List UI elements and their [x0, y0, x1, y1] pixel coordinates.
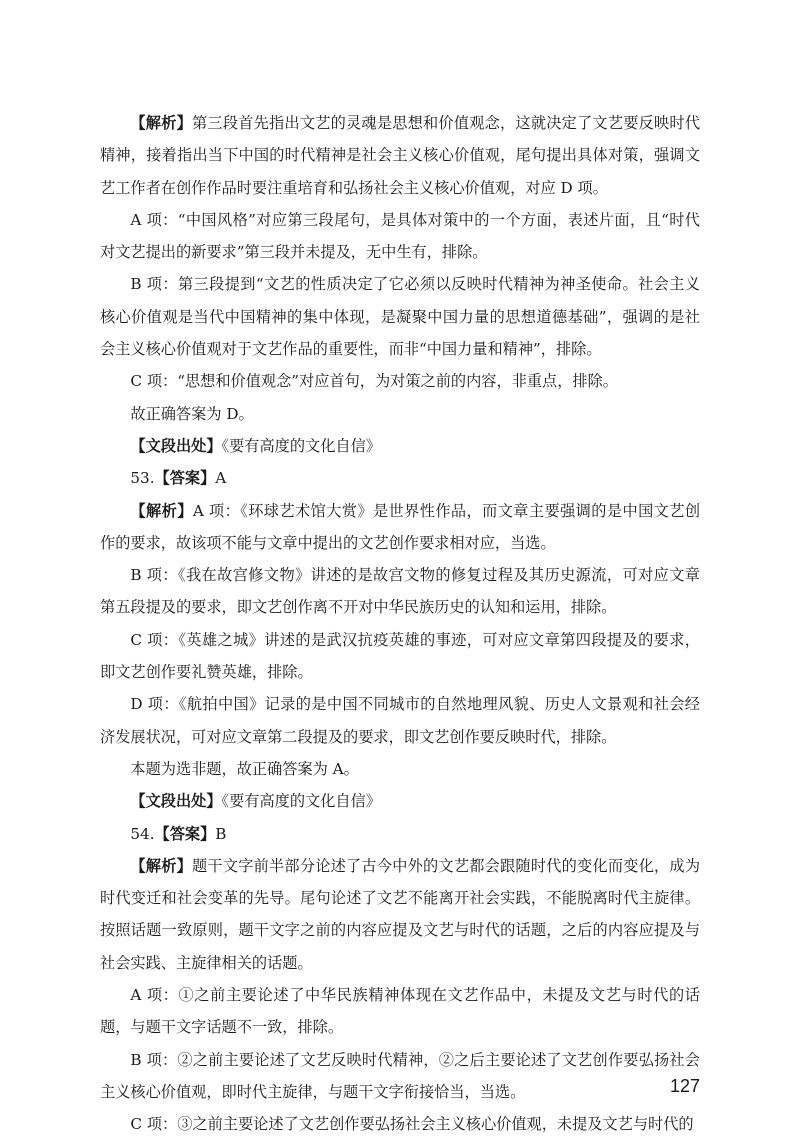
- option-paragraph: B 项：《我在故宫修文物》讲述的是故宫文物的修复过程及其历史源流，可对应文章第五段提及的要求，即文艺创作离不开对中华民族历史的认知和运用，排除。: [100, 566, 700, 617]
- analysis-paragraph: 【解析】A 项：《环球艺术馆大赏》是世界性作品，而文章主要强调的是中国文艺创作的要求，故该项不能与文章中提出的文艺创作要求相对应，当选。: [100, 501, 701, 552]
- answer-paragraph: 54.【答案】B: [130, 824, 227, 843]
- source-paragraph: 【文段出处】《要有高度的文化自信》: [130, 792, 381, 811]
- bracket-label: 【解析】: [130, 501, 193, 520]
- option-paragraph: B 项：②之前主要论述了文艺反映时代精神，②之后主要论述了文艺创作要弘扬社会主义核心价值观，即时代主旋律，与题干文字衔接恰当，当选。: [100, 1050, 700, 1101]
- option-paragraph: C 项：③之前主要论述了文艺创作要弘扬社会主义核心价值观，未提及文艺与时代的: [130, 1115, 694, 1134]
- option-paragraph: C 项：“思想和价值观念”对应首句，为对策之前的内容，非重点，排除。: [130, 372, 618, 391]
- option-paragraph: C 项：《英雄之城》讲述的是武汉抗疫英雄的事迹，可对应文章第四段提及的要求，即文艺创作要礼赞英雄，排除。: [100, 630, 700, 682]
- analysis-paragraph: 【解析】第三段首先指出文艺的灵魂是思想和价值观念，这就决定了文艺要反映时代精神，接着指出当下中国的时代精神是社会主义核心价值观，尾句提出具体对策，强调文艺工作者在创作作品时要注重培育和弘扬社会主义核心价值观，对应 D 项。: [100, 114, 701, 197]
- bracket-label: 【解析】: [130, 114, 193, 132]
- option-paragraph: D 项：《航拍中国》记录的是中国不同城市的自然地理风貌、历史人文景观和社会经济发展状况，可对应文章第二段提及的要求，即文艺创作要反映时代，排除。: [100, 695, 700, 746]
- page-number: 127: [669, 1076, 700, 1096]
- bracket-label: 【文段出处】: [130, 792, 222, 811]
- bracket-label: 【答案】: [154, 824, 216, 843]
- bracket-label: 【解析】: [130, 856, 193, 875]
- bracket-label: 【答案】: [154, 469, 216, 488]
- option-paragraph: B 项：第三段提到“文艺的性质决定了它必须以反映时代精神为神圣使命。社会主义核心价值观是当代中国精神的集中体现，是凝聚中国力量的思想道德基础”，强调的是社会主义核心价值观对于文艺作品的重要性，而非“中国力量和精神”，排除。: [100, 275, 700, 359]
- option-paragraph: A 项：①之前主要论述了中华民族精神体现在文艺作品中，未提及文艺与时代的话题，与题干文字话题不一致，排除。: [100, 986, 700, 1037]
- conclusion-paragraph: 本题为选非题，故正确答案为 A。: [130, 759, 359, 778]
- source-paragraph: 【文段出处】《要有高度的文化自信》: [130, 436, 381, 455]
- page-content: [100, 107, 700, 1141]
- answer-paragraph: 53.【答案】A: [130, 469, 227, 488]
- conclusion-paragraph: 故正确答案为 D。: [130, 404, 254, 423]
- analysis-paragraph: 【解析】题干文字前半部分论述了古今中外的文艺都会跟随时代的变化而变化，成为时代变迁和社会变革的先导。尾句论述了文艺不能离开社会实践，不能脱离时代主旋律。按照话题一致原则，题干文字之前的内容应提及文艺与时代的话题，之后的内容应提及与社会实践、主旋律相关的话题。: [100, 856, 701, 972]
- bracket-label: 【文段出处】: [130, 436, 222, 455]
- option-paragraph: A 项：“中国风格”对应第三段尾句，是具体对策中的一个方面，表述片面，且“时代对文艺提出的新要求”第三段并未提及，无中生有，排除。: [100, 210, 700, 262]
